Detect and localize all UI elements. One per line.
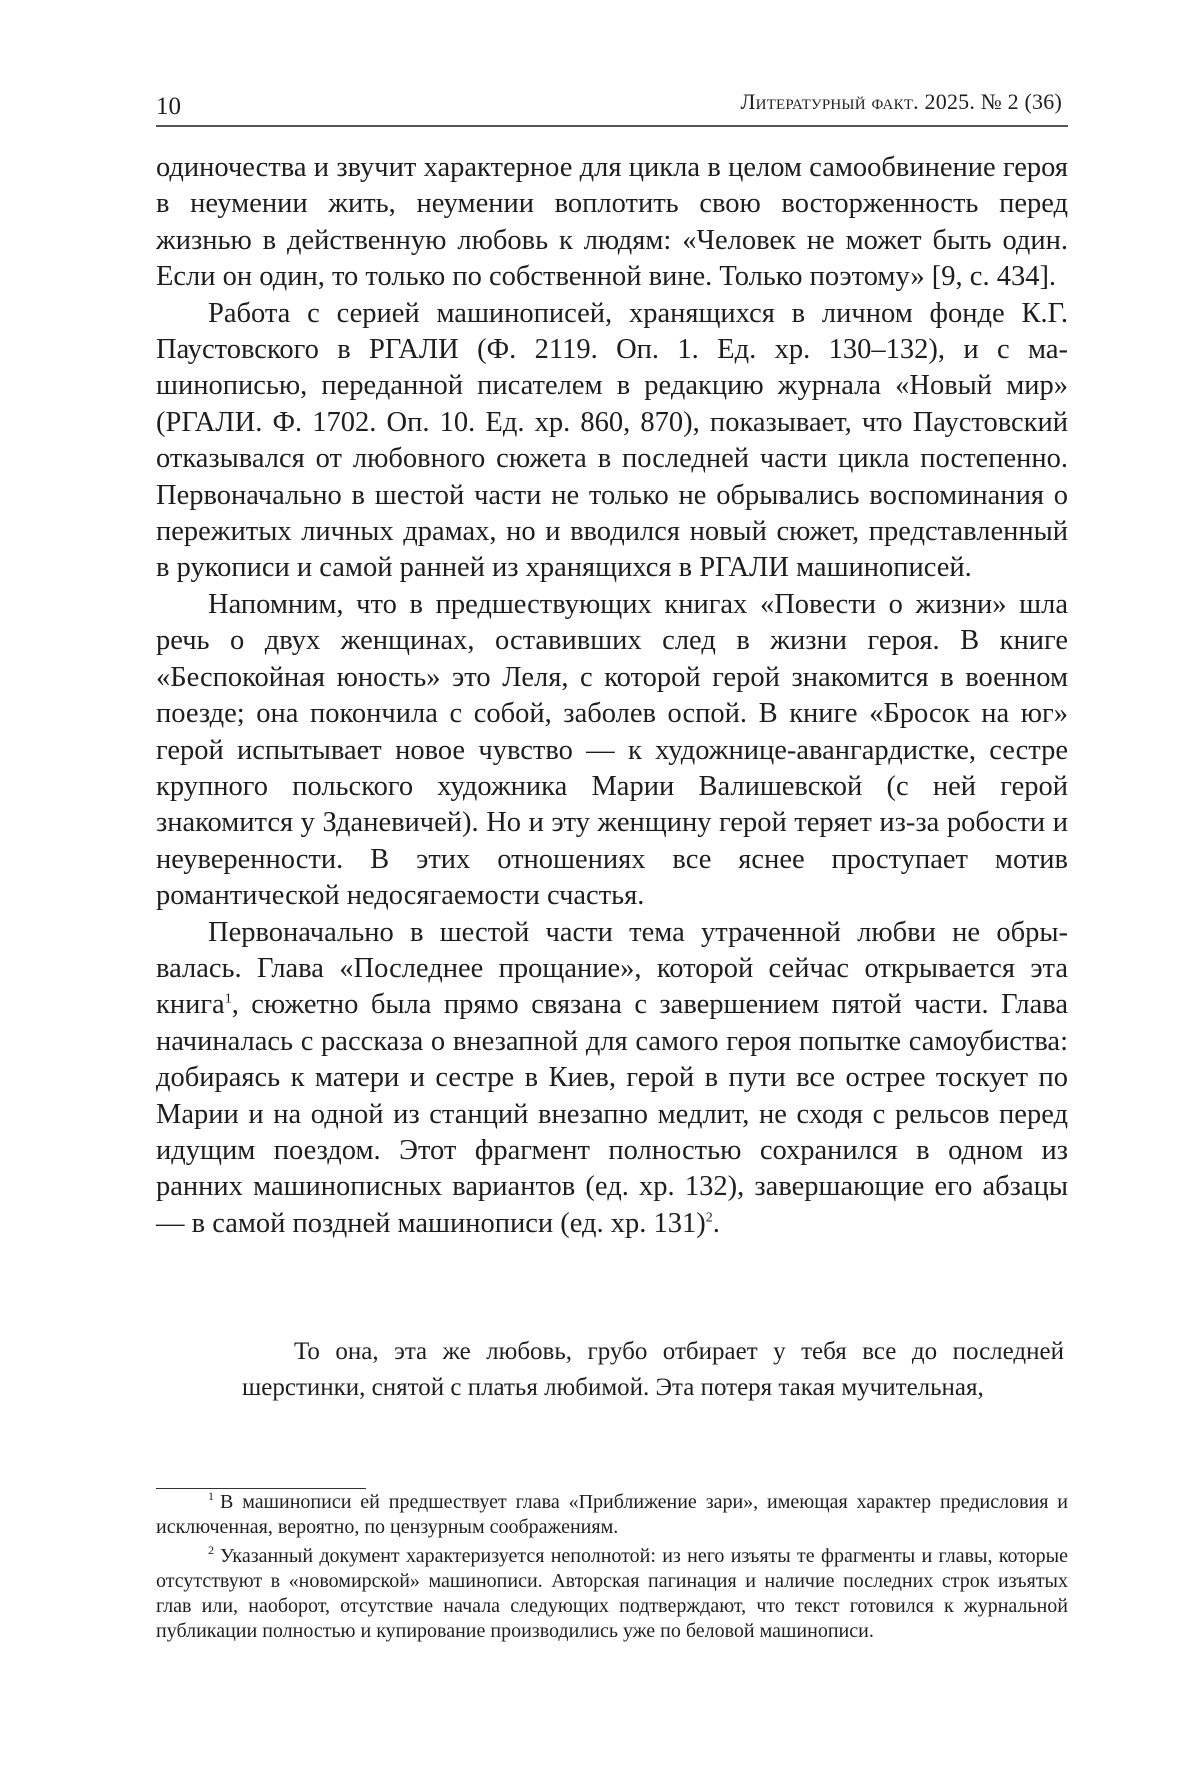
block-quote xyxy=(242,1334,1064,1406)
paragraph: Работа с серией машинописей, хранящихся в личном фонде К.Г. Паустовского в РГАЛИ (Ф. 2119. Оп. 1. Ед. хр. 130–132), и с машинописью, переданной писателем в редакцию журнала «Новый мир» (РГАЛИ. Ф. 1702. Оп. 10. Ед. хр. 860, 870), показывает, что Паустовский отказывался от любовного сюжета в последней части цикла постепенно. Первоначально в шестой части не только не обрывались воспоминания о пережитых личных драмах, но и вводился новый сюжет, представленный в рукописи и самой ранней из хранящихся в РГАЛИ машинописей. xyxy=(156,297,1068,584)
footnote-reference[interactable]: 1 xyxy=(224,991,232,1007)
paragraph-text: , сюжетно была прямо связана с завершением пятой части. Глава начиналась с рассказа о внезапной для самого героя попытке самоубиства: добираясь к матери и сестре в Киев, герой в пути все острее тоскует по Марии и на одной из станций внезапно медлит, не сходя с рельсов перед идущим поездом. Этот фрагмент полностью сохранился в одном из ранних машинописных вариантов (ед. хр. 132), завершающие его абзацы — в самой поздней машинописи (ед. хр. 131) xyxy=(156,989,1068,1239)
footnote-2 xyxy=(156,1544,1068,1644)
paragraph-continued: одиночества и звучит характерное для цикла в целом самообвинение героя в неумении жить, неумении воплотить свою восторженность перед жизнью в действенную любовь к людям: «Человек не может быть один. Если он один, то только по собственной вине. Только поэтому» [9, с. 434]. xyxy=(156,152,1068,293)
quote-text: То она, эта же любовь, грубо отбирает у тебя все до последней шерстинки, снятой с платья любимой. Эта потеря такая мучительная, xyxy=(242,1338,1064,1401)
header-divider xyxy=(156,125,1068,127)
footnote-text: В машинописи ей предшествует глава «Приближение зари», имеющая характер предисловия и исключенная, вероятно, по цензурным соображениям. xyxy=(156,1491,1068,1538)
journal-title: Литературный факт. 2025. № 2 (36) xyxy=(740,89,1062,114)
page-number: 10 xyxy=(156,93,181,120)
paragraph: Напомним, что в предшествующих книгах «Повести о жизни» шла речь о двух женщинах, оставивших след в жизни героя. В книге «Беспокойная юность» это Леля, с которой герой знакомится в военном поезде; она покончила с собой, заболев оспой. В книге «Бросок на юг» герой испытывает новое чувство — к художнице-авангардистке, сестре крупного польского художника Марии Валишевской (с ней герой знакомится у Зданевичей). Но и эту женщину герой теряет из-за робости и неуверенности. В этих отношениях все яснее проступает мотив романтической недосягаемости счастья. xyxy=(156,588,1068,912)
footnote-divider xyxy=(156,1488,366,1489)
footnote-mark: 1 xyxy=(208,1489,214,1504)
footnotes xyxy=(156,1490,1068,1648)
paragraph-text: . xyxy=(712,1207,720,1239)
footnote-mark: 2 xyxy=(208,1543,214,1558)
paragraph-with-footnote-refs xyxy=(156,915,1068,1243)
paragraph-text: Первоначально в шестой части тема утраченной любви не обрывалась. Глава «Последнее прощание», которой сейчас открывается эта книга xyxy=(156,916,1068,1021)
footnote-text: Указанный документ характеризуется неполнотой: из него изъяты те фрагменты и главы, которые отсутствуют в «новомирской» машинописи. Авторская пагинация и наличие последних строк изъятых глав или, наоборот, отсутствие начала следующих подтверждают, что текст готовился к журнальной публикации полностью и купирование производились уже по беловой машинописи. xyxy=(156,1545,1068,1642)
journal-page xyxy=(156,0,1068,1780)
footnote-1 xyxy=(156,1490,1068,1540)
running-header xyxy=(156,82,1068,122)
footnote-reference[interactable]: 2 xyxy=(705,1210,713,1226)
article-body xyxy=(156,150,1068,1242)
